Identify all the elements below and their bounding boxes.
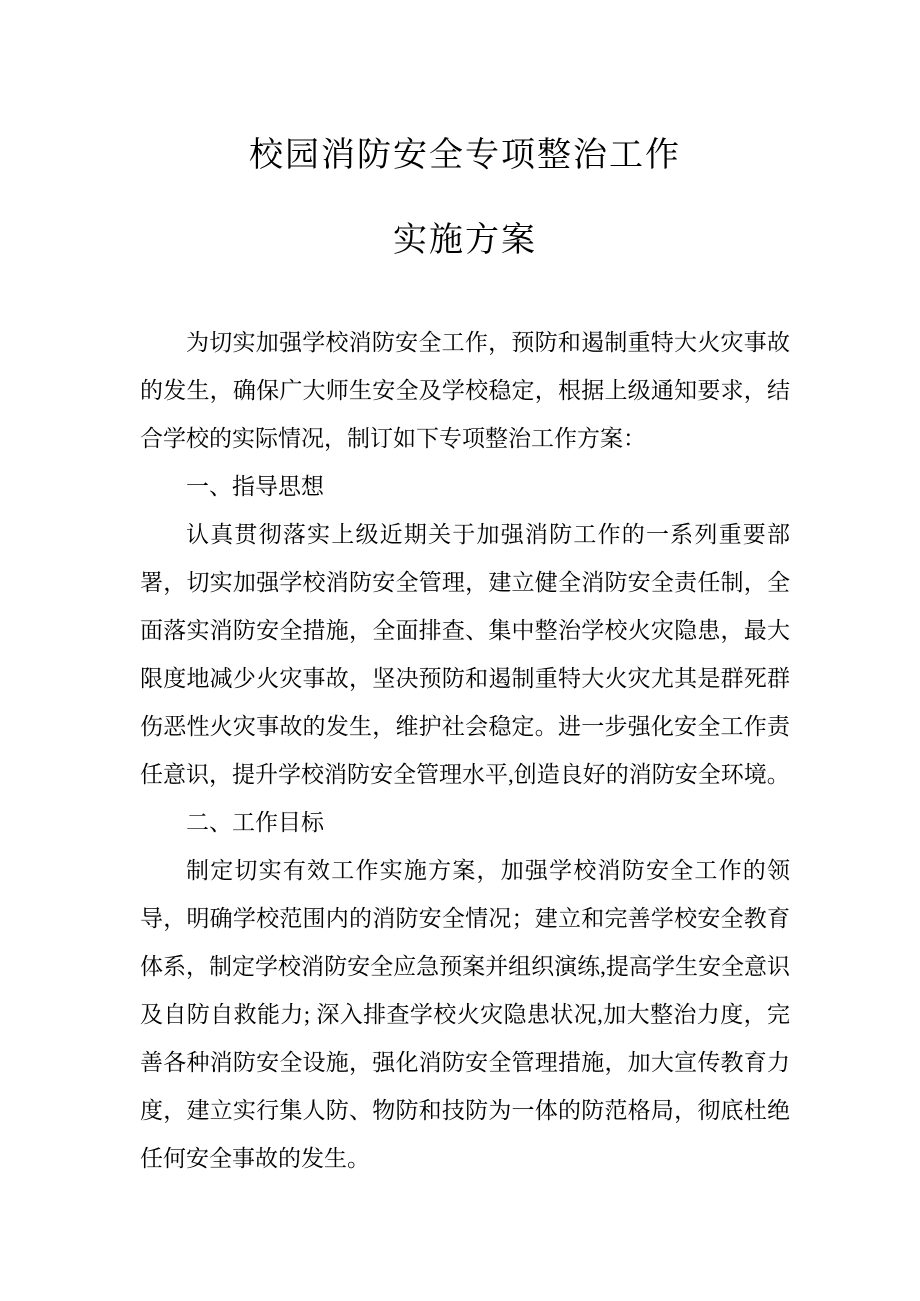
paragraph-intro: 为切实加强学校消防安全工作，预防和遏制重特大火灾事故的发生，确保广大师生安全及学校稳定，根据上级通知要求，结合学校的实际情况，制订如下专项整治工作方案：	[140, 330, 790, 451]
paragraph-section-1: 认真贯彻落实上级近期关于加强消防工作的一系列重要部署，切实加强学校消防安全管理，建立健全消防安全责任制，全面落实消防安全措施，全面排查、集中整治学校火灾隐患，最大限度地减少火灾事故，坚决预防和遏制重特大火灾尤其是群死群伤恶性火灾事故的发生，维护社会稳定。进一步强化安全工作责任意识，提升学校消防安全管理水平,创造良好的消防安全环境。	[140, 522, 790, 787]
title-line-1: 校园消防安全专项整治工作	[249, 137, 681, 174]
section-heading-1: 一、指导思想	[186, 474, 324, 499]
title-line-2: 实施方案	[393, 222, 537, 259]
paragraph-section-2: 制定切实有效工作实施方案，加强学校消防安全工作的领导，明确学校范围内的消防安全情况；建立和完善学校安全教育体系，制定学校消防安全应急预案并组织演练,提高学生安全意识及自防自救能力; 深入排查学校火灾隐患状况,加大整治力度，完善各种消防安全设施，强化消防安全管理措施，加大宣传教育力度，建立实行集人防、物防和技防为一体的防范格局，彻底杜绝任何安全事故的发生。	[140, 858, 790, 1171]
section-heading-2: 二、工作目标	[186, 810, 324, 835]
document-title	[140, 136, 790, 261]
